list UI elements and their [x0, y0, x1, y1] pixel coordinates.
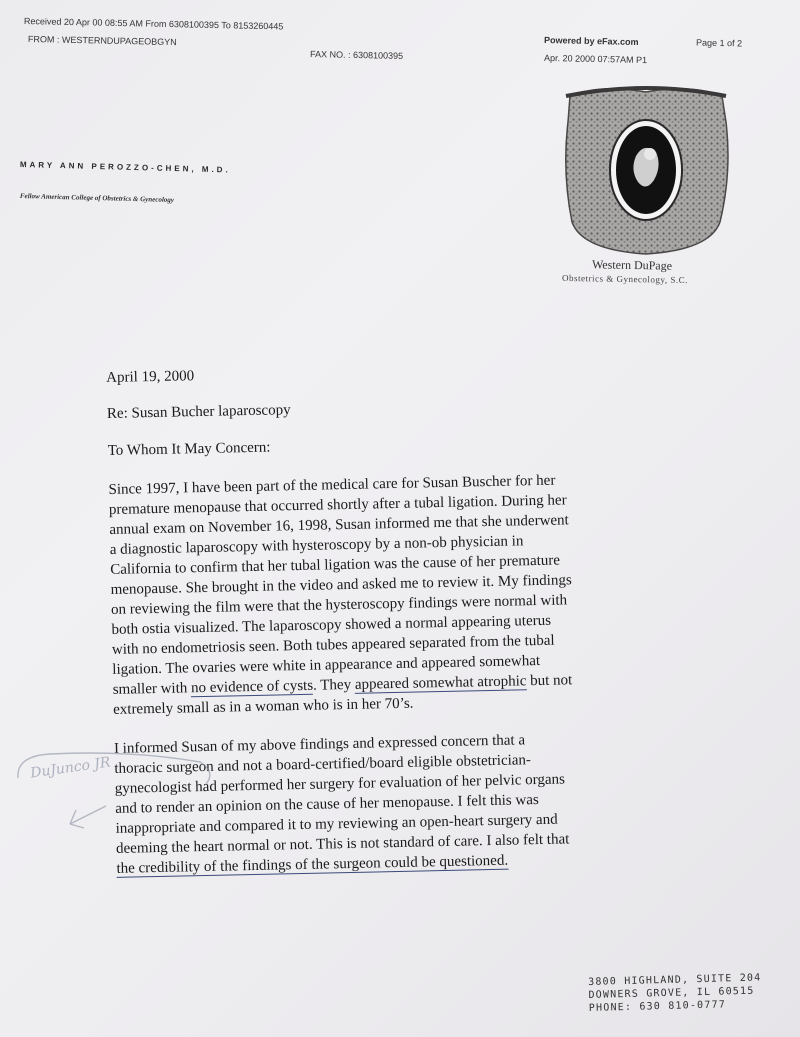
- fax-page-count: Page 1 of 2: [695, 37, 743, 49]
- practice-logo: [560, 82, 732, 258]
- fax-from-line: FROM : WESTERNDUPAGEOBGYN: [27, 34, 177, 48]
- paragraph-2-text-a: I informed Susan of my above findings and expressed concern that a thoracic surgeon and not a board-certified/board eligible obstetrician- gynecologist had performed her surgery for evaluation of her pelvic organs and to render an opinion on the cause of her menopause. I felt this was inappropriate and compared it to my reviewing an open-heart surgery and deeming the heart normal or not. This is not standard of care. I also felt that: [113, 732, 570, 857]
- fax-powered-by: Powered by eFax.com: [543, 35, 639, 47]
- underlined-credibility-sentence: the credibility of the findings of the surgeon could be questioned.: [116, 852, 509, 877]
- fax-number: FAX NO. : 6308100395: [309, 49, 404, 61]
- fax-timestamp: Apr. 20 2000 07:57AM P1: [543, 52, 648, 66]
- footer-phone: PHONE: 630 810-0777: [588, 999, 727, 1014]
- practice-name: Western DuPage: [591, 257, 673, 273]
- letter-paragraph-1: [108, 468, 685, 720]
- letterhead-physician-name: MARY ANN PEROZZO-CHEN, M.D.: [19, 160, 231, 175]
- underlined-appeared-atrophic: appeared somewhat atrophic: [354, 673, 527, 693]
- handwritten-note: DuJunco JR: [29, 754, 112, 782]
- letterhead-subtitle: Fellow American College of Obstetrics & Gynecology: [19, 192, 175, 205]
- footer-address: [588, 971, 762, 1015]
- letter-date: April 19, 2000: [106, 368, 195, 386]
- paragraph-1-text-c: but not extremely small as in a woman who is in her 70’s.: [112, 672, 573, 718]
- fax-received-line: Received 20 Apr 00 08:55 AM From 6308100395 To 8153260445: [23, 16, 284, 32]
- underlined-no-evidence-of-cysts: no evidence of cysts: [190, 677, 314, 697]
- footer-address-line-2: DOWNERS GROVE, IL 60515: [588, 985, 755, 1001]
- letter-subject: Re: Susan Bucher laparoscopy: [106, 402, 291, 422]
- paragraph-1-text-a: Since 1997, I have been part of the medical care for Susan Buscher for her premature menopause that occurred shortly after a tubal ligation. During her annual exam on November 16, 1998, Susan informed me that she underwent a diagnostic laparoscopy with hysteroscopy by a non-ob physician in California to confirm that her tubal ligation was the cause of her premature menopause. She brought in the video and asked me to review it. My findings on reviewing the film were that the hysteroscopy findings were normal with both ostia visualized. The laparoscopy showed a normal appearing uterus with no endometriosis seen. Both tubes appeared separated from the tubal ligation. The ovaries were white in appearance and appeared somewhat smaller with: [108, 472, 572, 698]
- paragraph-1-text-b: . They: [312, 676, 356, 694]
- practice-subtitle: Obstetrics & Gynecology, S.C.: [561, 272, 688, 286]
- footer-address-line-1: 3800 HIGHLAND, SUITE 204: [588, 972, 762, 988]
- letter-salutation: To Whom It May Concern:: [107, 439, 271, 459]
